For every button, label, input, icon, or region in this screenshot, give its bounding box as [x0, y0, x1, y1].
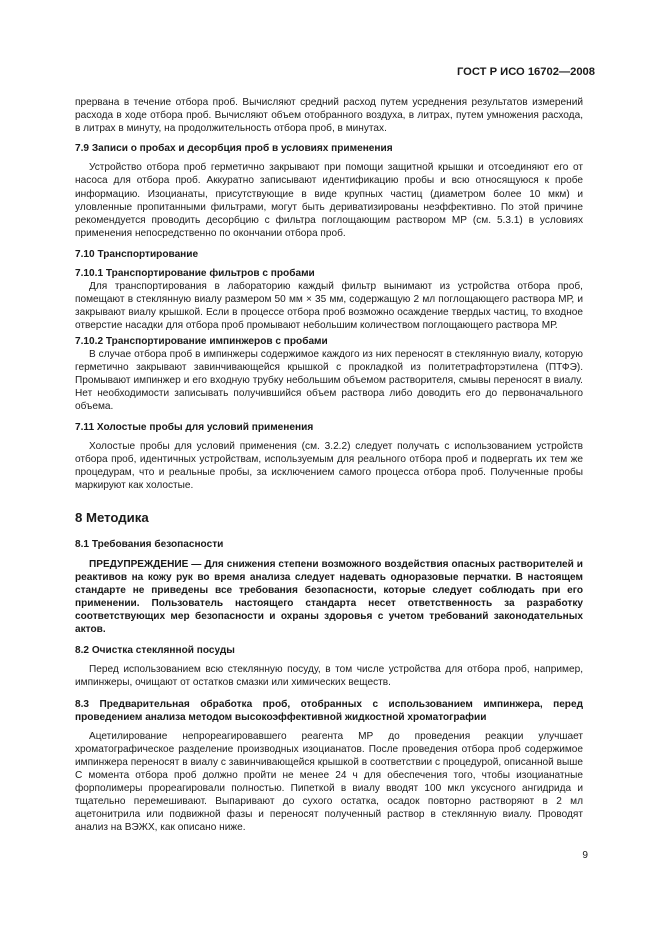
heading-7-11: 7.11 Холостые пробы для условий применения	[75, 422, 314, 434]
page-body	[75, 96, 583, 835]
standard-header: ГОСТ Р ИСО 16702—2008	[456, 66, 595, 78]
para-8-3: Ацетилирование непрореагировавшего реагента МР до проведения реакции улучшает хроматографическое разделение производных изоцианатов. После проведения отбора проб содержимое импинжера переносят в виалу с завинчивающейся крышкой в соответствии с процедурой, описанной выше С момента отбора проб должно пройти не менее 24 ч для обеспечения того, чтобы изоцианатные форполимеры прореагировали полностью. Пипеткой в виалу вводят 100 мкл уксусного ангидрида и тщательно перемешивают. Выпаривают до сухого остатка, осадок повторно растворяют в 2 мл ацетонитрила или подвижной фазы и переносят полученный раствор в стеклянную виалу. Проводят анализ на ВЭЖХ, как описано ниже.	[75, 730, 583, 834]
heading-8-3: 8.3 Предварительная обработка проб, отобранных с использованием импинжера, перед проведением анализа методом высокоэффективной жидкостной хроматографии	[75, 698, 583, 723]
heading-8-2: 8.2 Очистка стеклянной посуды	[75, 645, 235, 657]
safety-warning: ПРЕДУПРЕЖДЕНИЕ — Для снижения степени возможного воздействия опасных растворителей и реактивов на кожу рук во время анализа следует надевать одноразовые перчатки. В настоящем стандарте не приведены все требования безопасности, которые следует соблюдать при его применении. Пользователь настоящего стандарта несет ответственность за разработку соответствующих мер безопасности и охраны здоровья с учетом требований законодательных актов.	[75, 558, 583, 636]
para-8-2: Перед использованием всю стеклянную посуду, в том числе устройства для отбора проб, например, импинжеры, очищают от остатков смазки или химических веществ.	[75, 664, 583, 689]
heading-8-1: 8.1 Требования безопасности	[75, 538, 224, 550]
para-7-10-2: В случае отбора проб в импинжеры содержимое каждого из них переносят в стеклянную виалу, которую герметично закрывают завинчивающейся крышкой с прокладкой из политетрафторэтилена (ПТФЭ). Промывают импинжер и его входную трубку небольшим объемом растворителя, смывы переносят в виалу. Нет необходимости записывать получившийся объем раствора либо доводить его до первоначального объема.	[75, 348, 583, 412]
heading-7-10-2: 7.10.2 Транспортирование импинжеров с пробами	[75, 335, 328, 347]
heading-7-10: 7.10 Транспортирование	[75, 248, 199, 260]
para-7-9: Устройство отбора проб герметично закрывают при помощи защитной крышки и отсоединяют его от насоса для отбора проб. Аккуратно записывают идентификацию пробы и всю относящуюся к пробе информацию. Изоцианаты, присутствующие в виде крупных частиц (диаметром более 10 мкм) и уловленные пропитанными фильтрами, могут быть дериватизированы неэффективно. По этой причине рекомендуется проводить десорбцию с фильтра поглощающим раствором МР (см. 5.3.1) в условиях применения непосредственно по окончании отбора проб.	[75, 162, 583, 239]
para-7-10-1: Для транспортирования в лабораторию каждый фильтр вынимают из устройства отбора проб, помещают в стеклянную виалу размером 50 мм × 35 мм, содержащую 2 мл поглощающего раствора МР, и закрывают виалу крышкой. Если в процессе отбора проб возможно осаждение твердых частиц, то входное отверстие насадки для отбора проб промывают небольшим количеством поглощающего раствора МР.	[75, 281, 583, 332]
heading-7-9: 7.9 Записи о пробах и десорбция проб в условиях применения	[75, 143, 393, 155]
section-8-title: 8 Методика	[75, 509, 149, 525]
heading-7-10-1: 7.10.1 Транспортирование фильтров с пробами	[75, 268, 315, 280]
para-7-11: Холостые пробы для условий применения (см. 3.2.2) следует получать с использованием устройств отбора проб, идентичных устройствам, используемым для реального отбора проб и подвергать их тем же процедурам, что и реальные пробы, за исключением самого процесса отбора проб. Полученные пробы маркируют как холостые.	[75, 441, 583, 492]
para-flow-calc: прервана в течение отбора проб. Вычисляют средний расход путем усреднения результатов измерений расхода в ходе отбора проб. Вычисляют объем отобранного воздуха, в литрах, путем умножения расхода, в литрах в минуту, на продолжительность отбора проб, в минутах.	[75, 97, 583, 135]
page-number: 9	[582, 850, 588, 861]
